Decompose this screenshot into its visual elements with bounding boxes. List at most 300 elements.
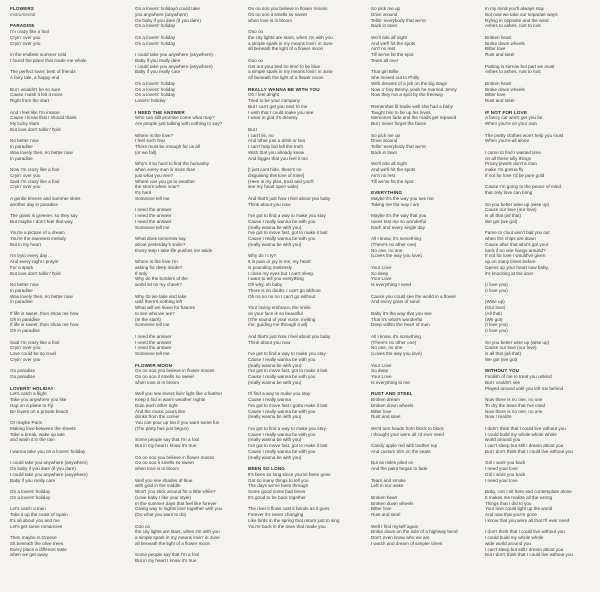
lyric-line: I've got to move fast, got to make it last <box>248 368 328 374</box>
song-title: RUST AND STEEL <box>371 391 413 397</box>
lyric-line: Think about you now <box>248 201 291 207</box>
lyric-line: Bitter love <box>371 408 392 414</box>
lyric-line: On a lovers' holiday <box>135 40 176 46</box>
lyric-line: (really wanna be with you) <box>248 379 302 385</box>
lyric-line: Let's catch a flight <box>10 391 47 397</box>
lyric-line: But I can't get you next to me <box>248 103 308 109</box>
lyric-line: Cause I really wanna be with you <box>248 448 316 454</box>
song-title: LOVERS' HOLIDAY <box>10 385 54 391</box>
lyric-line: Cause I really wanna be with you <box>248 236 316 241</box>
lyric-line: Some people say that I'm a fool <box>135 437 200 443</box>
lyric-line: Where is the love? <box>135 132 174 138</box>
lyric-line: Won't you stick around for a little while? <box>135 489 216 494</box>
lyric-line: On a lovers' holiday <box>135 86 176 92</box>
lyric-line: Said I'm crazy like a fool <box>10 178 60 184</box>
lyrics-column-1 <box>10 6 118 558</box>
lyric-line: (I love you) <box>485 328 508 333</box>
lyric-line: So you better wise up (wise up) <box>485 339 550 345</box>
lyric-line: It is pain or joy in me, my heart <box>248 259 311 264</box>
lyric-line: Parting is sorrow but part we must <box>485 63 555 69</box>
lyric-line: I could build my whole whole <box>485 535 544 540</box>
lyric-line: Baby it's the way that you see <box>371 310 432 316</box>
lyric-line: (All that) <box>485 310 503 316</box>
lyric-line: On a lovers' holiday <box>135 92 176 98</box>
lyric-line: There is no doubt, I can't go without <box>248 287 321 293</box>
lyric-line: I thought your were all I'd ever need <box>371 431 444 437</box>
lyric-line: Now there is no one, no one <box>485 397 543 402</box>
lyric-line: Oo baby if you dare (if you dare) <box>10 466 76 471</box>
lyric-line: Ooo oo <box>135 523 151 529</box>
lyric-line: I've got to move fast I gotta make it last <box>248 402 328 408</box>
song-title: PARADISE <box>10 23 35 29</box>
lyric-line: Your Love <box>371 276 392 282</box>
lyric-line: And now that you're gone <box>485 512 537 517</box>
lyric-line: I need the answer <box>135 345 172 351</box>
lyric-line: Wish that you already knew <box>248 149 305 155</box>
lyric-line: all beneath the light of a flower moon <box>248 46 324 52</box>
lyric-line: Oo oo ooo it smells so sweet <box>135 374 194 379</box>
lyric-line: when love is in bloom <box>135 466 179 471</box>
lyric-line: (There's no other one) <box>371 241 417 247</box>
lyric-line: On a lovers' holiday <box>135 34 176 40</box>
lyric-line: Broken down wheels <box>371 402 414 408</box>
lyric-line: Opens up your heart now baby, <box>485 264 549 270</box>
lyric-line: Taught him to be up his loves <box>371 109 431 115</box>
lyric-line: Drive around <box>371 138 398 144</box>
lyric-line: (Loves the way you love) <box>371 351 422 356</box>
lyric-line: back if no one hangs around? <box>485 247 546 253</box>
lyric-line: Deep within the heart of man <box>371 322 430 328</box>
lyric-line: Things that I did to you <box>485 500 532 506</box>
lyric-line: In the summer days that feel like forever <box>135 500 217 506</box>
lyric-line: I'm tryin every day <box>10 253 48 259</box>
lyric-line: The grass is greener, so they say <box>10 213 78 218</box>
lyric-line: Oo oo ooo you believe in flower moons <box>135 368 215 374</box>
lyric-line: I could take you anywhere (anywhere) <box>10 471 88 477</box>
lyric-line: (The party has just begun) <box>135 425 189 431</box>
lyric-line: (Love baby I like your style) <box>135 494 191 500</box>
lyric-line: I've got to find a way to make you stay <box>248 351 326 356</box>
lyric-line: (really wanna be with you) <box>248 437 302 443</box>
lyric-line: She moved out to Philly <box>371 75 420 80</box>
lyric-line: Now I realize <box>485 414 512 420</box>
lyric-line: Cause our love (our love) <box>485 345 537 351</box>
lyric-line: Cause you could see the world in a flower <box>371 293 457 299</box>
lyric-line: Someone tell me <box>135 322 170 328</box>
lyric-line: So pick me up <box>371 6 401 11</box>
lyric-line: Someone tell me <box>135 351 170 356</box>
lyric-line: Cryin' over you <box>10 184 41 190</box>
lyric-line: Take a break, wake up late <box>10 431 65 437</box>
lyric-line: Some people say that I'm a fool <box>135 552 200 558</box>
lyric-line: Broke down wheels <box>485 86 525 92</box>
lyric-line: But I never forget the faces <box>371 121 427 126</box>
lyric-line: Well you see shades of blue <box>135 477 193 483</box>
lyric-line: disguising this love of mine] <box>248 172 305 178</box>
lyric-line: see my heart open wide) <box>248 184 299 190</box>
lyric-line: (I love you) <box>485 322 508 328</box>
lyric-line: on your face is so beautiful <box>248 310 303 316</box>
lyric-line: But I don't think that I could live without you <box>485 552 573 558</box>
lyric-line: Why do we take and take <box>135 293 187 299</box>
lyric-line: on all these silly things <box>485 155 531 161</box>
lyric-line: Tellin' everybody that we're <box>371 144 426 149</box>
lyric-line: Now they run a spot by the freeway <box>371 92 444 98</box>
lyric-line: world sit on my cheek? <box>135 282 182 287</box>
lyric-line: Why do I cry? <box>248 253 277 259</box>
lyric-line: I watch and dream of simpler times <box>371 540 443 546</box>
lyric-line: Well you see lovers livin' light like a feather <box>135 391 223 397</box>
lyric-line: Your Love <box>371 374 392 379</box>
lyric-line: We got (we got) <box>485 356 518 362</box>
lyric-line: Oo oo ooo you believe in flower moons <box>135 454 215 460</box>
lyric-line: Are people just talking with nothing to say? <box>135 121 223 126</box>
lyric-line: So deep <box>371 270 389 276</box>
lyric-line: Think about you now <box>248 339 291 345</box>
lyric-line: You're a picture of a dream <box>10 230 65 236</box>
lyric-line: Cause after that who's got your <box>485 241 549 247</box>
lyric-line: If life is sweet, then show me how <box>10 322 79 328</box>
lyric-line: I've got to find a way to make you stay <box>248 425 326 431</box>
lyric-line: On a lovers' holiday/I could take <box>135 6 200 11</box>
lyric-line: So pick me up <box>371 132 401 138</box>
lyric-line: I don't think that I could live without you <box>485 529 565 535</box>
lyric-line: No better now <box>10 138 39 144</box>
lyric-line: it's knocking at the door <box>485 270 534 276</box>
lyric-line: But love don't talkin' hold <box>10 126 61 132</box>
lyric-line: There must be enough for us all <box>135 144 200 149</box>
lyric-line: you anywhere (anywhere) <box>135 11 188 17</box>
lyric-line: On a lovers' holiday <box>135 23 176 29</box>
lyrics-column-2 <box>135 6 243 564</box>
lyric-line: And bigger that you feel it too <box>248 155 308 161</box>
lyric-line: Foolish of me to treat you unkind <box>485 374 552 379</box>
lyric-line: I need the answer <box>135 333 172 339</box>
lyric-line: never test me so wonderful <box>371 218 427 224</box>
lyric-line: Broke down wheels <box>485 40 525 46</box>
lyric-line: What will we leave for futures <box>135 305 195 310</box>
lyric-line: We got (we got) <box>485 218 518 224</box>
lyric-line: If life is sweet, then show me how <box>10 310 79 316</box>
lyric-line: Broken heart <box>485 34 512 40</box>
lyric-line: Hop on a plane to Fiji <box>10 402 54 408</box>
lyric-line: It's all about you and me <box>10 517 60 523</box>
lyric-line: (really wanna be with you) <box>248 454 302 460</box>
lyric-line: Oh I feel alright <box>248 92 280 98</box>
lyric-line: Giving way to nights love together with you <box>135 506 223 512</box>
lyric-line: Rust and steel <box>485 98 515 103</box>
lyric-line: I need the answer <box>135 213 172 218</box>
song-title: WITHOUT YOU <box>485 368 520 374</box>
lyric-line: (Do what you want to do) <box>135 512 187 517</box>
lyric-line: The days we've been through <box>248 483 309 489</box>
lyric-line: I feel such fear <box>135 138 166 144</box>
lyric-line: the storm when near? <box>135 184 180 190</box>
lyric-line: Lovers' holiday <box>135 98 166 103</box>
lyric-line: If only <box>135 270 148 276</box>
lyric-line: and wash it in the rain <box>10 437 55 443</box>
lyric-line: Ashes to ashes, rust to rust <box>485 23 541 29</box>
lyric-line: Girl I want you back <box>485 471 526 477</box>
lyric-line: For a spark <box>10 264 34 270</box>
lyric-line: But maybe I don't feel that way <box>10 218 73 224</box>
lyric-line: with gold in the middle <box>135 483 181 489</box>
lyric-line: Be lovers on a private beach <box>10 408 69 414</box>
lyric-line: Each and every single day <box>371 224 425 230</box>
lyric-line: I've got to move fast, got to make it last <box>248 443 328 448</box>
lyric-line: But I wouldn't be so sure <box>10 86 61 92</box>
lyric-line: Now I'm crazy like a fool <box>10 167 60 172</box>
lyric-line: Cause I'm going to the peace of mind <box>485 184 561 190</box>
lyric-line: I wish that I could make you see <box>248 109 314 115</box>
lyric-line: Rust and steel <box>371 414 401 420</box>
lyric-line: And every grain of sand <box>371 299 420 305</box>
lyric-line: Sit beneath the olive trees <box>10 540 64 546</box>
lyric-line: Why do the borders of the <box>135 276 188 282</box>
lyric-line: (I love you) <box>485 282 508 287</box>
lyric-line: Cause I know that I should thank <box>10 115 77 121</box>
lyric-line: Well I find myself again <box>371 523 419 529</box>
lyric-line: when love is in bloom <box>135 379 179 385</box>
lyric-line: Said I'm crazy like a fool <box>10 339 60 345</box>
lyric-line: And custom trim on the seats <box>371 448 431 454</box>
lyric-line: No one, no one <box>371 345 403 351</box>
lyric-line: But as miles piled on <box>371 460 414 466</box>
lyric-line: You're the sweetest melody <box>10 236 66 241</box>
lyric-line: Don't even know who we are <box>371 535 430 540</box>
lyric-line: I need your love <box>485 477 518 483</box>
lyric-line: that only love can bring <box>485 190 533 195</box>
lyric-line: Oh in paradise <box>10 328 40 333</box>
lyric-line: I didn't think that I could live without you <box>485 425 566 431</box>
lyric-line: But I couldn't see <box>485 379 521 385</box>
lyric-line: But in my heart <box>10 241 41 247</box>
lyric-line: Tears all over <box>371 57 399 63</box>
lyric-line: Bitter love <box>485 92 506 98</box>
lyric-line: Baby if you really dare <box>135 57 181 63</box>
lyric-line: Some good some bad times <box>248 489 306 494</box>
lyric-line: But I don't think that I could live without you <box>485 448 573 454</box>
lyric-line: On a lovers' holiday <box>135 80 176 86</box>
lyric-line: is all that (all that) <box>485 351 521 356</box>
lyric-line: Who can still promise come what may? <box>135 115 215 121</box>
lyric-line: Love could be so cruel <box>10 351 56 356</box>
lyric-line: Keep it hid in warm weather nights <box>135 397 206 402</box>
lyric-line: You're back in the town that made you <box>248 523 326 529</box>
lyric-line: Ryling in opposite and the wind <box>485 17 549 23</box>
lyric-line: (Loves the way you love) <box>371 253 422 259</box>
lyric-line: when we get away <box>10 552 48 558</box>
lyric-line: (Wise up) <box>485 299 505 305</box>
lyric-line: Now there is no one, no one <box>485 408 543 414</box>
lyric-line: Broken dream <box>371 397 400 402</box>
lyric-line: about yesterday's smile? <box>135 241 186 247</box>
lyric-line: (really wanna be with you) <box>248 362 302 368</box>
lyric-line: when every man is more than <box>135 167 196 172</box>
lyric-line: Fame or clout won't bail you out <box>485 230 550 236</box>
lyric-line: Oh in paradise <box>10 316 40 322</box>
lyric-line: Broken down wheels <box>371 500 414 506</box>
lyric-line: Candy apple red with leather top <box>371 443 438 448</box>
lyric-line: (really wanna be with you) <box>248 414 302 420</box>
lyric-line: I want to tell you everything <box>248 276 304 282</box>
lyric-line: When you're all alone <box>485 138 530 144</box>
lyric-line: a simple spark in my means lovin' in June <box>248 40 333 46</box>
lyric-line: All I know, it's something <box>371 333 421 339</box>
lyric-line: Tried to be your company <box>248 98 300 103</box>
lyric-line: Where can you go to weather <box>135 178 196 184</box>
lyric-line: Oo oo ooo you believe in flower moons <box>248 6 328 11</box>
lyric-line: If not for love I would've given <box>485 253 546 259</box>
lyric-line: Drive around <box>371 11 398 17</box>
lyric-line: You can pour up too if you want some fun <box>135 420 220 425</box>
lyric-line: To dry the tears that I've cried <box>485 402 546 408</box>
lyric-line: Someone tell me <box>135 224 170 230</box>
lyric-line: I wear in god it's dreamy <box>248 115 298 121</box>
lyric-line: I came to find I wasted time <box>485 149 541 155</box>
lyric-line: Cause I really wanna be with you <box>248 431 316 437</box>
lyric-line: I'm crazy like a fool <box>10 29 49 34</box>
lyric-line: I need your love <box>485 466 518 471</box>
lyric-line: If not for love I'd be pure gold <box>485 172 545 178</box>
lyric-line: wide world around you <box>485 540 531 546</box>
lyric-line: Cryin' over you <box>10 34 41 40</box>
lyric-line: No better now <box>10 282 39 287</box>
lyric-line: But I <box>248 126 258 132</box>
lyric-line: We'll ride all night <box>371 34 407 40</box>
lyric-line: I know that you were all that I'll ever need <box>485 517 570 523</box>
lyric-line: (The sound of your voice, inviting <box>248 316 316 322</box>
lyric-line: I'll find a way to make you stay <box>248 391 311 397</box>
lyric-line: Every place a different taste <box>10 546 67 552</box>
lyric-line: Your Love <box>371 264 392 270</box>
lyric-line: I need the answer <box>135 207 172 213</box>
lyric-line: Pricey jewels don't a man <box>485 161 537 167</box>
lyric-line: Or maybe Paris <box>10 420 42 425</box>
lyric-line: And other just a drink or two <box>248 138 306 144</box>
song-title: FLOWER MOON <box>135 362 173 368</box>
lyric-line: And every night I prayin' <box>10 259 60 264</box>
lyric-line: In paradise <box>10 287 33 293</box>
lyric-line: all beneath the light of a flower moon <box>135 540 211 546</box>
lyric-line: (or we fall) <box>135 149 157 155</box>
song-note: Instrumental <box>10 11 36 17</box>
song-title: BEEN SO LONG <box>248 466 286 471</box>
lyric-line: another day in paradise <box>10 201 59 207</box>
lyric-line: Back in town <box>371 23 398 29</box>
lyric-line: Forever it's never changing <box>248 512 304 517</box>
lyric-line: me, guiding me through it all) <box>248 322 308 328</box>
lyric-line: Oh why, oh baby <box>248 282 283 287</box>
lyric-line: And that's just how I feel about you baby <box>248 333 331 339</box>
lyric-line: [I just cant hide, there's no <box>248 167 302 172</box>
lyric-line: until there's nothing left <box>135 299 183 305</box>
lyric-line: What does tomorrow say <box>135 236 186 241</box>
lyric-line: Got so many things to tell you <box>248 477 309 483</box>
lyric-line: Then maybe in Greece <box>10 535 57 540</box>
lyric-line: Rust and steel <box>371 512 401 517</box>
lyric-line: In paradise <box>10 299 33 305</box>
lyric-line: I've got to find a way to make you stay <box>248 213 326 218</box>
lyric-line: And we'll hit the spots <box>371 167 416 172</box>
lyric-line: Was lovely then, no better now <box>10 293 73 299</box>
lyric-line: But now we take our separate ways <box>485 11 558 17</box>
lyric-line: I could take you anywhere (anywhere) <box>135 52 213 57</box>
lyric-line: On a lovers' holiday <box>10 489 51 494</box>
lyric-line: Oo paradise <box>10 374 36 379</box>
lyric-line: Let's get some romancies <box>10 523 63 529</box>
lyric-line: Now o' boy Benny, yeah he married Jenny <box>371 86 457 92</box>
lyric-line: Take you anywhere you like <box>10 397 67 402</box>
lyric-line: (really wanna be with you) <box>248 224 302 230</box>
lyric-line: Maybe it's the way you see me <box>371 195 434 201</box>
lyric-line: It makes me realize all the wrong <box>485 494 553 500</box>
lyric-line: make I'm gonna fly <box>485 167 524 172</box>
lyric-line: world around you <box>485 437 521 443</box>
lyric-line: I need the answer <box>135 218 172 224</box>
lyric-line: the city lights are stars, when I'm with you <box>135 529 220 535</box>
lyric-line: (I love you) <box>485 287 508 293</box>
lyric-line: when love is in bloom <box>248 17 292 23</box>
lyric-line: I wanna take you on a lovers' holiday <box>10 448 86 454</box>
lyric-line: Baby if you really care <box>10 477 56 483</box>
lyric-line: Memories fade and the roads get repaved <box>371 115 457 121</box>
lyric-line: when the chips are down <box>485 236 536 241</box>
lyric-line: A gentle breeze and summer skies <box>10 195 81 201</box>
lyric-line: But in my heart I know it's true <box>135 558 197 563</box>
lyric-line: Bitter love <box>485 46 506 52</box>
lyric-line: up on many times before <box>485 259 536 264</box>
lyric-line: is pounding restlessly <box>248 264 292 270</box>
lyric-line: In paradise <box>10 155 33 161</box>
lyric-line: I can't help but tell the truth <box>248 144 304 149</box>
lyric-line: Cause I really wanna <box>248 397 291 402</box>
lyric-line: My lucky stars <box>10 121 40 126</box>
lyric-line: Was lovely then, no better now <box>10 149 73 155</box>
lyrics-column-3 <box>248 6 356 529</box>
lyric-line: I could take you anywhere (anywhere) <box>135 63 213 69</box>
lyric-line: Your love could light up the world <box>485 506 553 512</box>
lyric-line: Back in town <box>371 149 398 155</box>
lyrics-column-4 <box>371 6 479 547</box>
lyric-line: And that's just how I feel about you baby <box>248 195 331 201</box>
lyric-line: Like birds in the spring that return just to sing <box>248 517 340 523</box>
lyric-line: Ain't no rest <box>371 172 396 178</box>
lyric-line: Till we've hit the spot <box>371 52 414 57</box>
lyric-line: to see who we are? <box>135 310 175 316</box>
lyric-line: (really wanna be with you) <box>248 241 302 247</box>
lyric-line: Remember lil Sadie well she had a baby <box>371 103 453 109</box>
lyric-line: Cause I really wanna be with you <box>248 374 316 379</box>
lyric-line: Doin each other right <box>135 402 178 408</box>
lyric-line: So deep <box>371 368 389 374</box>
lyric-line: And the music pours like <box>135 408 186 414</box>
lyric-line: Where is the love I'm <box>135 259 178 264</box>
lyric-line: All I know, it's something <box>371 236 421 241</box>
lyric-line: In paradise <box>10 144 33 149</box>
lyric-line: (Our love) <box>485 305 506 310</box>
lyric-line: But love don't talkin' hold <box>10 270 61 276</box>
lyric-line: It's good to be back together <box>248 494 306 500</box>
song-title: IF NOT FOR LOVE <box>485 109 528 115</box>
lyric-line: Right from the start <box>10 98 50 103</box>
lyric-line: Oo oo ooo it smells so sweet <box>248 11 307 17</box>
lyric-line: Cryin' over you <box>10 345 41 351</box>
lyric-line: Tears and smoke <box>371 477 406 483</box>
lyric-line: (Here is my plea, trust and you'll <box>248 178 314 184</box>
lyric-line: Left in our wake <box>371 483 404 489</box>
lyric-line: Played around until you left me behind <box>485 385 564 391</box>
